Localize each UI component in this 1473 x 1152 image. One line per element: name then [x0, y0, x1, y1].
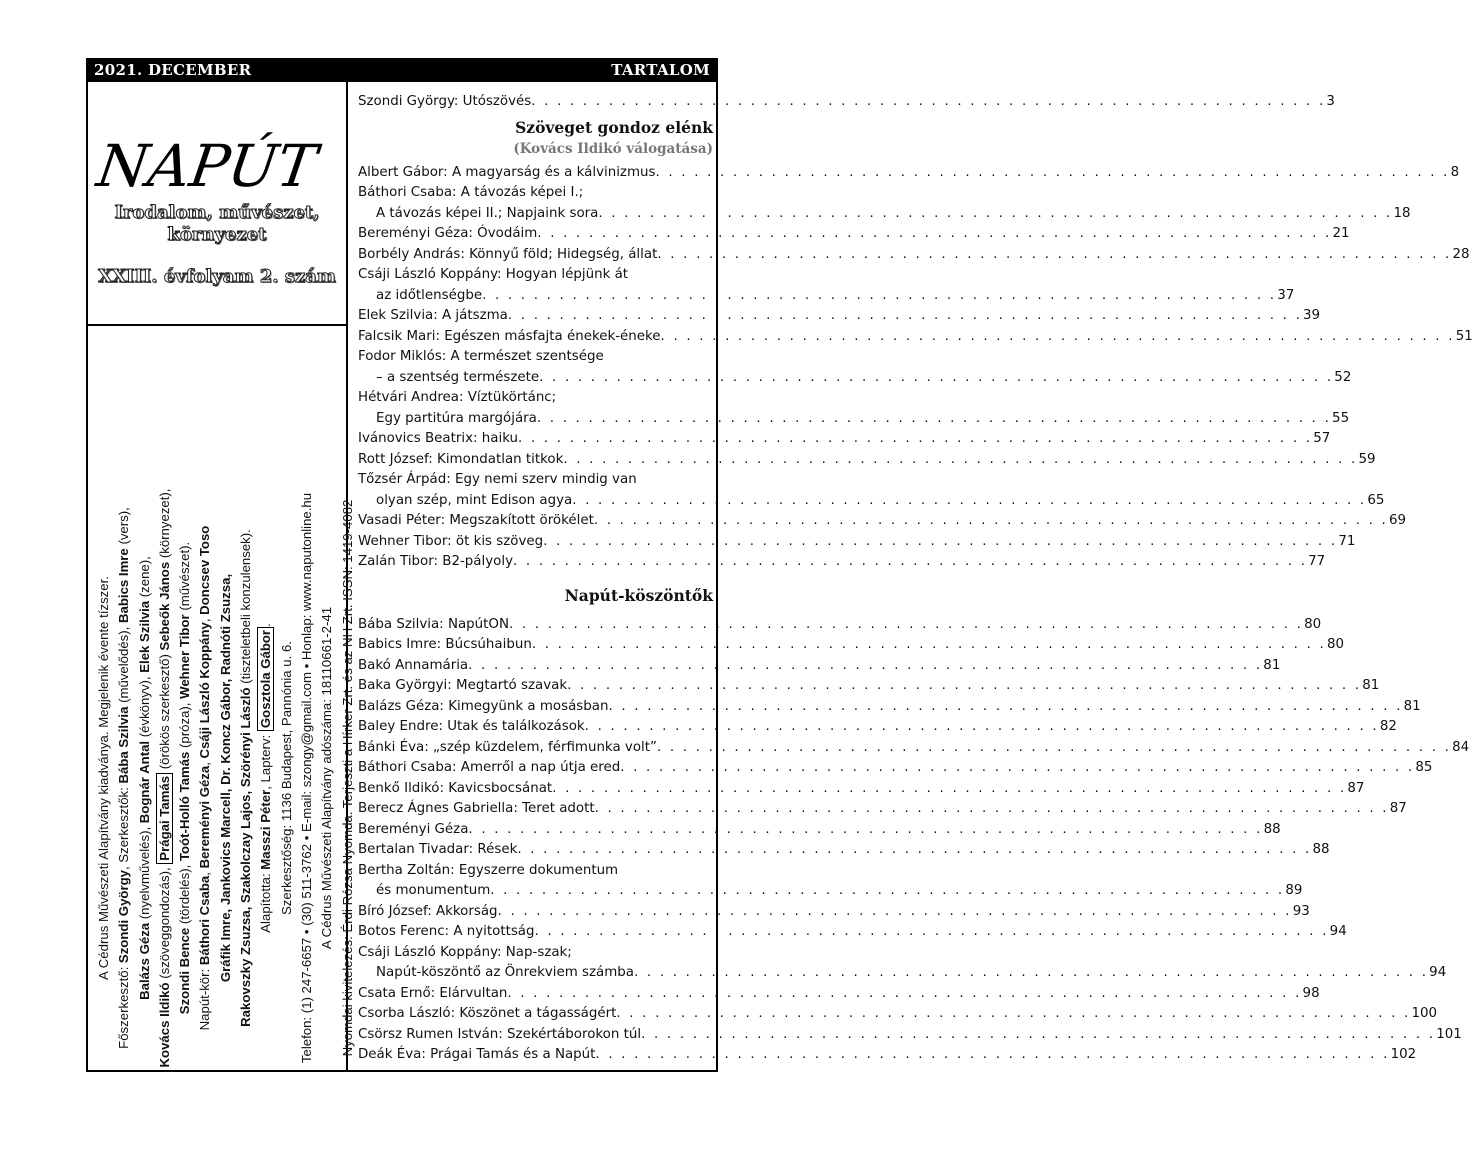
toc-entry[interactable] [358, 697, 1421, 718]
toc-entry[interactable] [358, 245, 1470, 266]
toc-leader [661, 327, 1455, 348]
toc-entry-page: 102 [1390, 1047, 1417, 1062]
colophon-line: Szerkesztőség: 1136 Budapest, Pannónia u. 6. [278, 641, 294, 915]
toc-leader [532, 635, 1326, 656]
toc-leader [535, 922, 1329, 943]
toc-entry-text: Wehner Tibor: öt kis szöveg [358, 533, 544, 549]
toc-entry[interactable] [358, 163, 1460, 184]
toc-entry[interactable] [358, 799, 1407, 820]
toc-entry-page: 59 [1358, 451, 1376, 467]
toc-entry[interactable] [358, 758, 1433, 779]
toc-leader [616, 1004, 1410, 1025]
toc-entry[interactable] [358, 265, 713, 286]
colophon-line: Rakovszky Zsuzsa, Szakolczay Lajos, Szörényi László (tiszteletbeli konzulensek). [238, 529, 254, 1027]
toc-entry[interactable] [358, 470, 713, 491]
colophon-line: Balázs Géza (nyelvművelés), Bognár Antal (évkönyv), Elek Szilvia (zene), [136, 556, 152, 1000]
napút-logo [93, 122, 340, 214]
toc-entry[interactable] [358, 676, 1380, 697]
toc-entry-page: 18 [1393, 205, 1411, 221]
toc-entry-text: Báthori Csaba: A távozás képei I.; [358, 185, 584, 200]
toc-entry[interactable] [358, 347, 713, 368]
toc-entry-page: 69 [1389, 513, 1407, 528]
colophon-area [88, 408, 355, 1152]
toc-entry-page: 88 [1312, 842, 1330, 857]
toc-entry[interactable] [358, 552, 1326, 573]
colophon-line: Napút-kör: Báthori Csaba, Bereményi Géza, Csáji László Koppány, Doncsev Toso [197, 525, 213, 1031]
toc-entry[interactable] [358, 1004, 1438, 1025]
toc-entry-text: Bíró József: Akkorság [358, 903, 498, 919]
toc-entry[interactable] [358, 450, 1376, 471]
toc-entry-page: 80 [1304, 616, 1322, 632]
toc-leader [509, 615, 1303, 636]
toc-entry-page: 101 [1436, 1026, 1462, 1042]
toc-entry-text: Benkő Ildikó: Kavicsbocsánat [358, 780, 553, 796]
toc-entry-text: Zalán Tibor: B2-pályoly [358, 554, 513, 569]
section-entries [358, 163, 1473, 573]
colophon-line: Telefon: (1) 247-6657 • (30) 511-3762 • E-mail: szongy@gmail.com • Honlap: www.naputonline.hu [298, 492, 314, 1064]
toc-leader [563, 450, 1357, 471]
toc-entry-text: Albert Gábor: A magyarság és a kálvinizmus [358, 164, 656, 180]
toc-entry-text: Vasadi Péter: Megszakított örökélet [358, 513, 594, 528]
toc-entry-text: Baka Györgyi: Megtartó szavak [358, 678, 568, 693]
toc-entry[interactable] [358, 779, 1365, 800]
toc-entry-page: 87 [1389, 801, 1407, 816]
toc-entry-text: Bakó Annamária [358, 657, 469, 673]
toc-entry[interactable] [358, 963, 1447, 984]
toc-entry-page: 52 [1334, 369, 1352, 385]
toc-entry-text: Botos Ferenc: A nyitottság [358, 924, 535, 939]
toc-entry-page: 87 [1347, 780, 1365, 796]
toc-entry-text: olyan szép, mint Edison agya [376, 492, 573, 508]
toc-leader [537, 224, 1331, 245]
toc-entry-page: 84 [1452, 739, 1470, 755]
logo-text: NAPÚT [93, 132, 321, 200]
toc-entry[interactable] [358, 92, 1335, 113]
toc-entry[interactable] [358, 327, 1473, 348]
toc-entry-text: Bertha Zoltán: Egyszerre dokumentum [358, 862, 619, 878]
toc-entry-text: Csörsz Rumen István: Szekértáborokon túl [358, 1026, 642, 1042]
toc-entry[interactable] [358, 368, 1352, 389]
toc-entry-page: 81 [1403, 698, 1421, 714]
colophon-line: Alapította: Masszi Péter, Lapterv: Gosztola Gábor. [258, 623, 274, 933]
toc-entry-text: Elek Szilvia: A játszma [358, 308, 508, 323]
toc-leader [537, 409, 1331, 430]
toc-entry-text: Csorba László: Köszönet a tágasságért [358, 1006, 617, 1021]
toc-entry[interactable] [358, 615, 1322, 636]
toc-leader [657, 245, 1451, 266]
toc-entry-page: 98 [1302, 985, 1320, 1001]
toc-entry[interactable] [358, 409, 1350, 430]
toc-entry-text: Csáji László Koppány: Nap-szak; [358, 944, 572, 960]
toc-entry[interactable] [358, 1045, 1417, 1066]
colophon-line: Szondi Bence (tördelés), Toót-Holló Tamás (próza), Wehner Tibor (művészet). [177, 541, 193, 1015]
colophon-line: Gráfik Imre, Jankovics Marcell, Dr. Koncz Gábor, Radnóti Zsuzsa, [217, 573, 233, 983]
masthead-subtitle [88, 202, 346, 246]
toc-leader [572, 491, 1366, 512]
masthead-column [88, 82, 355, 1070]
toc-leader [517, 840, 1311, 861]
toc-entry[interactable] [358, 511, 1407, 532]
table-of-contents [358, 92, 1473, 1066]
toc-entry-page: 85 [1415, 760, 1433, 775]
toc-entry[interactable] [358, 881, 1303, 902]
toc-entry-page: 55 [1332, 410, 1350, 426]
toc-entry-text: Szondi György: Utószövés [358, 94, 532, 109]
toc-entry-text: Csata Ernő: Elárvultan [358, 985, 508, 1001]
toc-entry-text: és monumentum [376, 883, 491, 898]
toc-entry-page: 81 [1362, 678, 1380, 693]
toc-leader [468, 820, 1262, 841]
toc-entry[interactable] [358, 635, 1345, 656]
toc-entry[interactable] [358, 902, 1310, 923]
toc-entry[interactable] [358, 943, 713, 964]
subtitle-line-1: Irodalom, művészet, [114, 202, 320, 223]
toc-leader [567, 676, 1361, 697]
toc-entry-page: 28 [1452, 246, 1470, 262]
toc-entry[interactable] [358, 840, 1330, 861]
toc-entry-page: 3 [1326, 94, 1335, 109]
toc-leader [595, 1045, 1389, 1066]
toc-entry-text: Hétvári Andrea: Víztükörtánc; [358, 390, 557, 405]
logo-svg [93, 122, 340, 214]
toc-entry[interactable] [358, 532, 1356, 553]
toc-entry-page: 89 [1285, 883, 1303, 898]
toc-entry-text: Bertalan Tivadar: Rések [358, 842, 518, 857]
header-bar [86, 58, 718, 82]
toc-entry-text: Fodor Miklós: A természet szentsége [358, 349, 604, 364]
toc-entry-page: 37 [1277, 287, 1295, 303]
toc-entry-page: 88 [1263, 821, 1281, 837]
colophon-line: A Cédrus Művészeti Alapítvány kiadványa. Megjelenik évente tízszer. [96, 576, 111, 980]
toc-entry[interactable] [358, 1025, 1462, 1046]
toc-leader [608, 697, 1402, 718]
toc-leader [585, 717, 1379, 738]
toc-leader [634, 963, 1428, 984]
toc-entry-text: Egy partitúra margójára [376, 410, 537, 426]
toc-entry[interactable] [358, 922, 1347, 943]
toc-entry-page: 39 [1303, 308, 1321, 323]
toc-entry-text: Csáji László Koppány: Hogyan lépjünk át [358, 267, 629, 282]
section-label: TARTALOM [611, 61, 710, 79]
toc-entry[interactable] [358, 388, 713, 409]
colophon-line: Nyomdai kivitelezés: Érdi Rózsa Nyomda. Terjeszti a Hírker Zrt. és az NH Zrt. ISSN: 1419-4082 [339, 499, 355, 1057]
toc-entry-page: 57 [1313, 431, 1331, 446]
toc-entry-text: Bereményi Géza: Óvodáim [358, 226, 538, 241]
toc-entry[interactable] [358, 820, 1281, 841]
toc-leader [598, 204, 1392, 225]
toc-entry[interactable] [358, 656, 1281, 677]
subtitle-line-2: környezet [167, 224, 267, 245]
section-title: Napút-köszöntők [564, 585, 713, 605]
toc-entry-page: 77 [1308, 554, 1326, 569]
toc-leader [641, 1025, 1435, 1046]
toc-entry-text: Baley Endre: Utak és találkozások [358, 719, 585, 734]
toc-entry-text: Berecz Ágnes Gabriella: Teret adott [358, 801, 595, 816]
toc-leader [539, 368, 1333, 389]
colophon-line: Főszerkesztő: Szondi György, Szerkesztők: Bába Szilvia (művelődés), Babics Imre (vers), [116, 507, 132, 1049]
toc-leader [595, 799, 1389, 820]
toc-entry-text: – a szentség természete [376, 369, 540, 385]
toc-entry-page: 80 [1326, 637, 1345, 652]
toc-leader [518, 429, 1312, 450]
toc-entry[interactable] [358, 204, 1411, 225]
toc-entry-text: Ivánovics Beatrix: haiku [358, 431, 519, 446]
toc-entry-text: Rott József: Kimondatlan titkok [358, 451, 564, 467]
toc-entry-text: Tőzsér Árpád: Egy nemi szerv mindig van [358, 472, 637, 487]
volume-number: XXIII. évfolyam 2. szám [98, 266, 336, 287]
toc-entry-page: 71 [1338, 533, 1356, 549]
toc-entry[interactable] [358, 861, 713, 882]
colophon-line: A Cédrus Művészeti Alapítvány adószáma: 18110661-2-41 [319, 606, 335, 950]
colophon-line: Kovács Ildikó (szöveggondozás), Prágai Tamás (örökös szerkesztő) Sebeők János (környezet), [156, 488, 172, 1068]
toc-entry-page: 82 [1379, 719, 1397, 734]
section-entries [358, 615, 1470, 1066]
toc-entry-text: Balázs Géza: Kimegyünk a mosásban [358, 698, 609, 714]
toc-leader [543, 532, 1337, 553]
toc-entry-page: 65 [1367, 492, 1385, 508]
toc-entry-text: Bánki Éva: „szép küzdelem, férfimunka volt” [358, 739, 657, 755]
toc-entry-text: Napút-köszöntő az Önrekviem számba [376, 965, 635, 980]
toc-entry-page: 51 [1455, 328, 1473, 344]
toc-entry[interactable] [358, 984, 1320, 1005]
toc-entry[interactable] [358, 429, 1331, 450]
toc-entry-text: Báthori Csaba: Amerről a nap útja ered [358, 760, 621, 775]
toc-leader [498, 902, 1292, 923]
toc-entry[interactable] [358, 306, 1321, 327]
toc-entry[interactable] [358, 224, 1350, 245]
toc-entry-page: 100 [1411, 1006, 1438, 1021]
toc-entry-page: 81 [1263, 657, 1281, 673]
section-subtitle: (Kovács Ildikó válogatása) [513, 140, 713, 157]
section-title: Szöveget gondoz elénk [515, 117, 713, 137]
colophon [94, 428, 355, 1128]
toc-leader [594, 511, 1388, 532]
toc-entry-text: Bába Szilvia: NapútON [358, 616, 509, 632]
issue-date: 2021. DECEMBER [94, 61, 252, 79]
toc-entry[interactable] [358, 286, 1295, 307]
toc-entry-page: 94 [1329, 924, 1347, 939]
toc-leader [508, 306, 1302, 327]
toc-leader [531, 92, 1325, 113]
toc-entry-text: Falcsik Mari: Egészen másfajta énekek-éneke [358, 328, 661, 344]
toc-entry-page: 93 [1292, 903, 1310, 919]
toc-entry[interactable] [358, 183, 713, 204]
toc-entry-text: A távozás képei II.; Napjaink sora [376, 205, 599, 221]
toc-entry-page: 8 [1450, 164, 1460, 180]
toc-entry[interactable] [358, 491, 1385, 512]
toc-entry-page: 21 [1332, 226, 1350, 241]
toc-leader [507, 984, 1301, 1005]
toc-entry-text: Deák Éva: Prágai Tamás és a Napút [358, 1047, 596, 1062]
toc-entry-text: az időtlenségbe [376, 287, 483, 303]
toc-leader [482, 286, 1276, 307]
toc-leader [468, 656, 1262, 677]
toc-leader [552, 779, 1346, 800]
toc-leader [657, 738, 1451, 759]
toc-entry-text: Bereményi Géza [358, 821, 469, 837]
toc-entry-text: Borbély András: Könnyű föld; Hidegség, állat [358, 246, 658, 262]
toc-leader [513, 552, 1307, 573]
toc-entry-page: 94 [1429, 965, 1447, 980]
toc-entry[interactable] [358, 738, 1470, 759]
toc-leader [620, 758, 1414, 779]
toc-leader [490, 881, 1284, 902]
toc-entry[interactable] [358, 717, 1397, 738]
toc-leader [655, 163, 1449, 184]
toc-entry-text: Babics Imre: Búcsúhaibun [358, 637, 532, 652]
